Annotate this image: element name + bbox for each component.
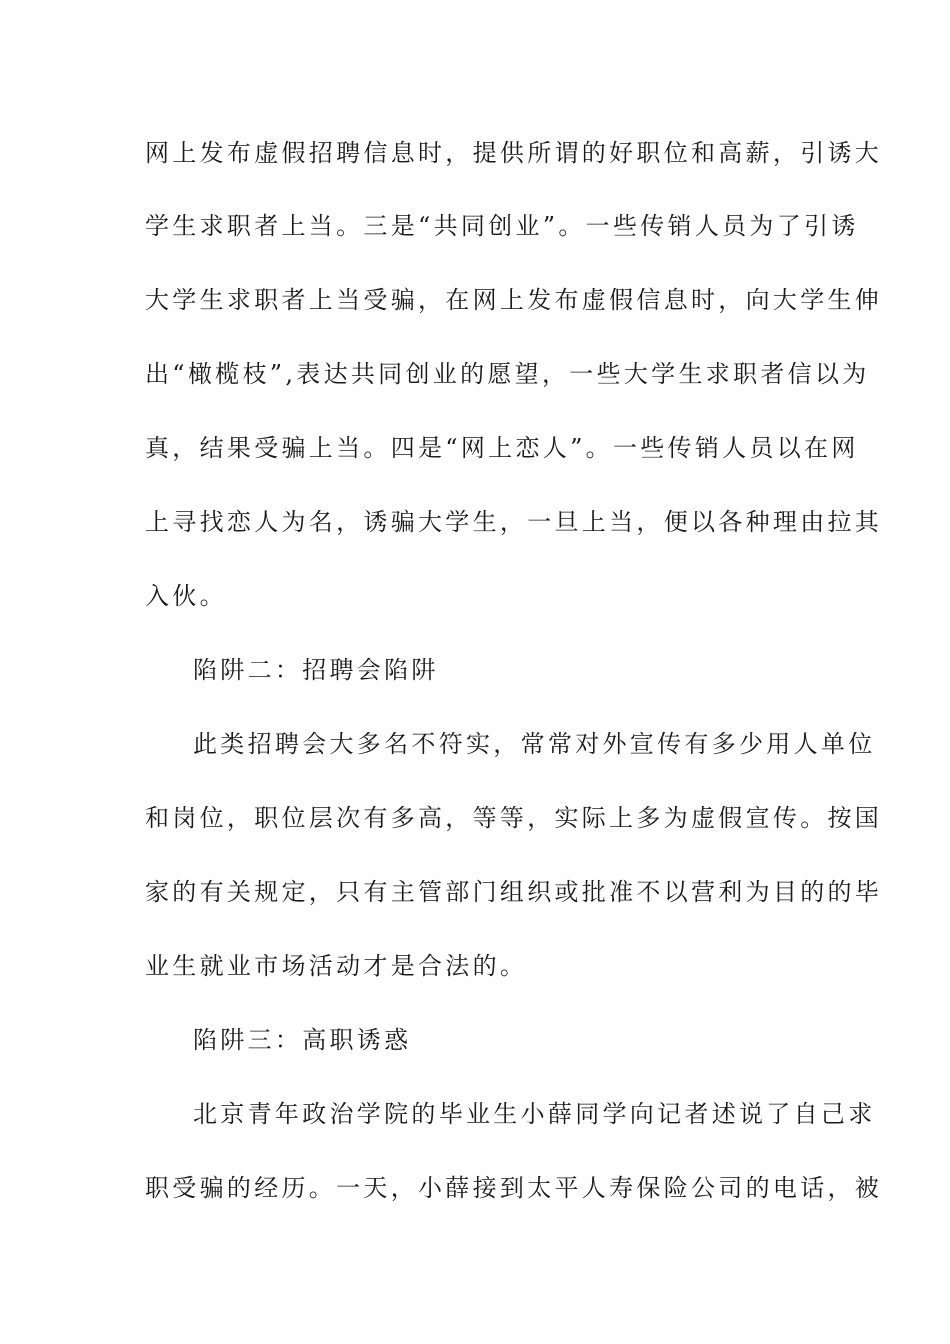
section-heading: 陷阱三：高职诱惑 [193, 1026, 412, 1054]
paragraph-line: 职受骗的经历。一天，小薛接到太平人寿保险公司的电话，被 [145, 1174, 883, 1202]
paragraph-line: 学生求职者上当。三是“共同创业”。一些传销人员为了引诱 [145, 212, 859, 240]
paragraph-line: 真，结果受骗上当。四是“网上恋人”。一些传销人员以在网 [145, 434, 859, 462]
paragraph-line: 大学生求职者上当受骗，在网上发布虚假信息时，向大学生伸 [145, 286, 883, 314]
paragraph-line: 网上发布虚假招聘信息时，提供所谓的好职位和高薪，引诱大 [145, 139, 883, 167]
paragraph-line: 家的有关规定，只有主管部门组织或批准不以营利为目的的毕 [145, 878, 883, 906]
paragraph-line: 入伙。 [145, 582, 227, 610]
paragraph-line: 北京青年政治学院的毕业生小薛同学向记者述说了自己求 [193, 1100, 876, 1128]
section-heading: 陷阱二：招聘会陷阱 [193, 656, 439, 684]
paragraph-line: 出“橄榄枝”,表达共同创业的愿望，一些大学生求职者信以为 [145, 360, 870, 388]
paragraph-line: 上寻找恋人为名，诱骗大学生，一旦上当，便以各种理由拉其 [145, 508, 883, 536]
paragraph-line: 此类招聘会大多名不符实，常常对外宣传有多少用人单位 [193, 730, 876, 758]
paragraph-line: 业生就业市场活动才是合法的。 [145, 952, 528, 980]
paragraph-line: 和岗位，职位层次有多高，等等，实际上多为虚假宣传。按国 [145, 804, 883, 832]
